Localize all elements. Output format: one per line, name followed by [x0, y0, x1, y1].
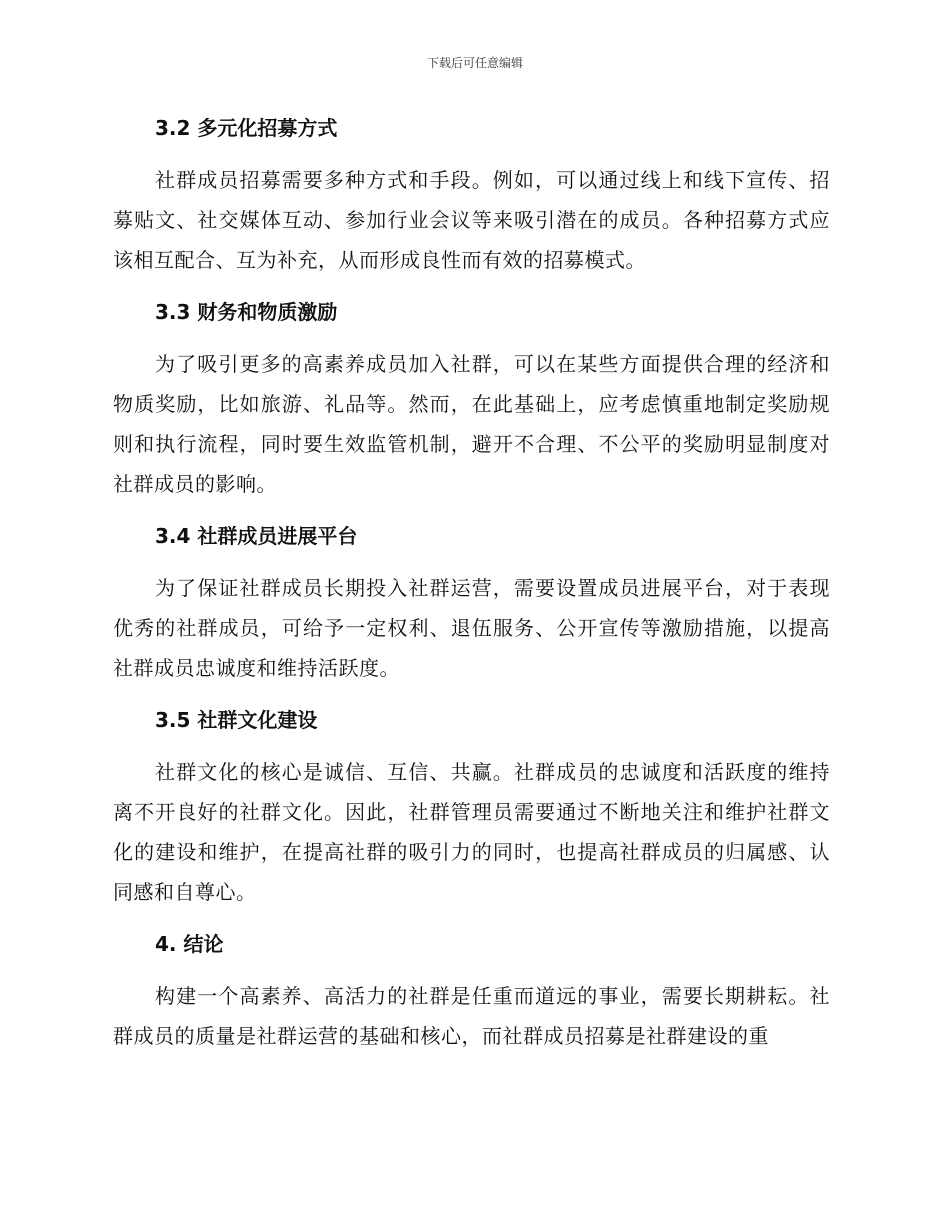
section-paragraph-3-5: 社群文化的核心是诚信、互信、共赢。社群成员的忠诚度和活跃度的维持离不开良好的社群文化。因此，社群管理员需要通过不断地关注和维护社群文化的建设和维护，在提高社群的吸引力的同时，也提高社群成员的归属感、认同感和自尊心。 — [113, 760, 830, 904]
section-heading-3-3: 3.3 财务和物质激励 — [155, 300, 338, 324]
section-paragraph-3-2: 社群成员招募需要多种方式和手段。例如，可以通过线上和线下宣传、招募贴文、社交媒体互动、参加行业会议等来吸引潜在的成员。各种招募方式应该相互配合、互为补充，从而形成良性而有效的招募模式。 — [113, 168, 830, 272]
section-heading-3-4: 3.4 社群成员进展平台 — [155, 524, 358, 548]
section-heading-3-5: 3.5 社群文化建设 — [155, 708, 318, 732]
section-heading-3-2: 3.2 多元化招募方式 — [155, 116, 338, 140]
section-paragraph-4: 构建一个高素养、高活力的社群是任重而道远的事业，需要长期耕耘。社群成员的质量是社群运营的基础和核心，而社群成员招募是社群建设的重 — [113, 984, 830, 1048]
section-paragraph-3-3: 为了吸引更多的高素养成员加入社群，可以在某些方面提供合理的经济和物质奖励，比如旅游、礼品等。然而，在此基础上，应考虑慎重地制定奖励规则和执行流程，同时要生效监管机制，避开不合理、不公平的奖励明显制度对社群成员的影响。 — [113, 352, 830, 496]
section-heading-4: 4. 结论 — [155, 932, 224, 956]
document-body — [113, 108, 830, 1068]
section-paragraph-3-4: 为了保证社群成员长期投入社群运营，需要设置成员进展平台，对于表现优秀的社群成员，可给予一定权利、退伍服务、公开宣传等激励措施，以提高社群成员忠诚度和维持活跃度。 — [113, 576, 830, 680]
page-header: 下载后可任意编辑 — [426, 56, 523, 70]
